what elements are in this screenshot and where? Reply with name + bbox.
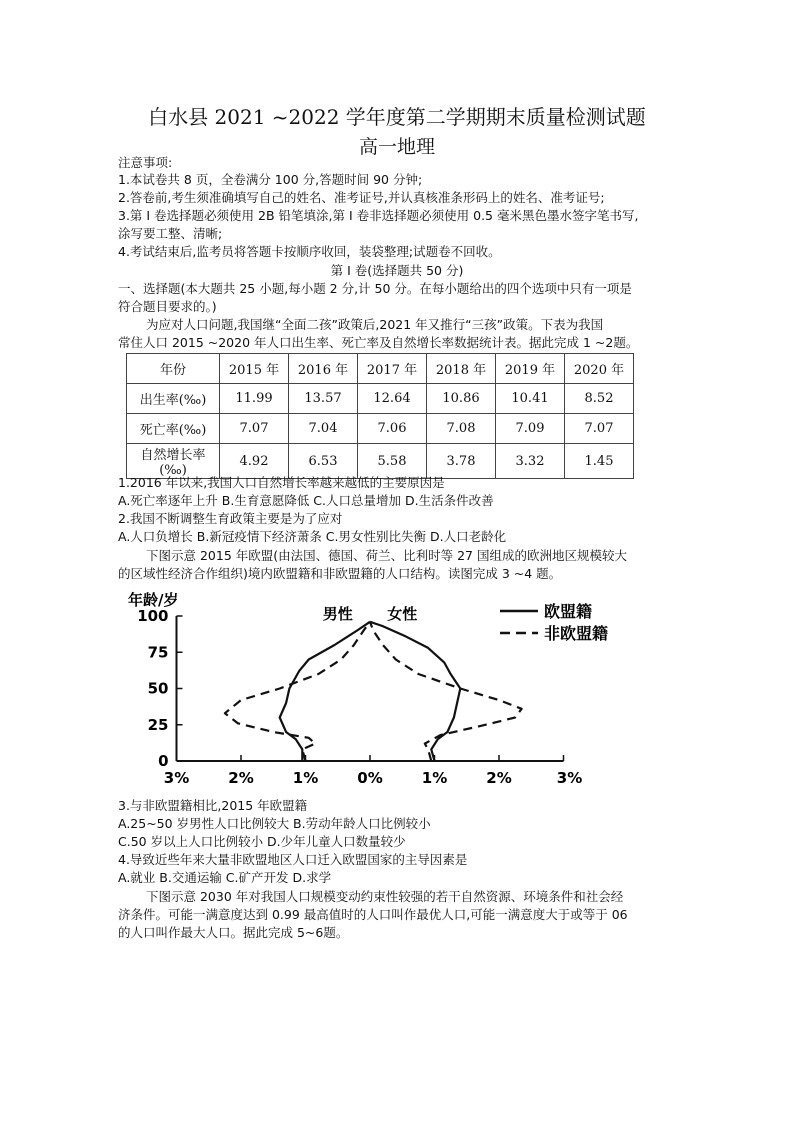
exam-title: 白水县 2021 ~2022 学年度第二学期期末质量检测试题 bbox=[148, 105, 646, 129]
note-line: 涂写要工整、清晰; bbox=[118, 226, 223, 241]
question-options: C.50 岁以上人口比例较小 D.少年儿童人口数量较少 bbox=[118, 834, 406, 849]
rates-table bbox=[126, 353, 634, 479]
x-tick-label: 2% bbox=[486, 769, 512, 787]
table-cell: 12.64 bbox=[358, 384, 427, 414]
table-cell: 11.99 bbox=[220, 384, 289, 414]
y-tick-label: 75 bbox=[147, 643, 169, 662]
legend-label: 非欧盟籍 bbox=[544, 624, 608, 643]
note-line: 3.第 I 卷选择题必须使用 2B 铅笔填涂,第 I 卷非选择题必须使用 0.5 毫米黑色墨水签字笔书写, bbox=[118, 208, 639, 223]
table-cell: 7.09 bbox=[496, 414, 565, 444]
passage-line: 的区域性经济合作组织)境内欧盟籍和非欧盟籍的人口结构。读图完成 3 ~4 题。 bbox=[118, 566, 562, 581]
table-row bbox=[127, 414, 634, 444]
question-stem: 1.2016 年以来,我国人口自然增长率越来越低的主要原因是 bbox=[118, 475, 445, 490]
table-header-cell: 2020 年 bbox=[565, 354, 634, 384]
male-label: 男性 bbox=[322, 605, 353, 623]
table-cell: 8.52 bbox=[565, 384, 634, 414]
table-header-cell: 2015 年 bbox=[220, 354, 289, 384]
table-header-cell: 2017 年 bbox=[358, 354, 427, 384]
table-cell: 7.07 bbox=[220, 414, 289, 444]
table-row bbox=[127, 384, 634, 414]
x-tick-label: 3% bbox=[556, 769, 583, 787]
table-cell: 3.78 bbox=[427, 444, 496, 479]
series-line-female bbox=[370, 622, 522, 761]
question-options: A.就业 B.交通运输 C.矿产开发 D.求学 bbox=[118, 870, 332, 885]
x-tick-label: 2% bbox=[228, 769, 254, 787]
y-tick-label: 0 bbox=[158, 752, 169, 770]
section-title: 第 I 卷(选择题共 50 分) bbox=[330, 263, 464, 278]
table-cell: 5.58 bbox=[358, 444, 427, 479]
population-pyramid-chart bbox=[118, 585, 608, 795]
table-header-cell: 2018 年 bbox=[427, 354, 496, 384]
chart-series bbox=[225, 622, 522, 761]
question-stem: 3.与非欧盟籍相比,2015 年欧盟籍 bbox=[118, 798, 308, 813]
chart-axes bbox=[128, 591, 608, 787]
table-cell: 10.41 bbox=[496, 384, 565, 414]
note-line: 4.考试结束后,监考员将答题卡按顺序收回，装袋整理;试题卷不回收。 bbox=[118, 244, 501, 259]
table-cell: 7.06 bbox=[358, 414, 427, 444]
series-line-female bbox=[370, 622, 460, 761]
question-options: A.死亡率逐年上升 B.生育意愿降低 C.人口总量增加 D.生活条件改善 bbox=[118, 493, 494, 508]
notes-heading: 注意事项: bbox=[118, 155, 173, 170]
table-cell: 10.86 bbox=[427, 384, 496, 414]
question-stem: 4.导致近些年来大量非欧盟地区人口迁入欧盟国家的主导因素是 bbox=[118, 852, 468, 867]
table-cell: 1.45 bbox=[565, 444, 634, 479]
instruction-line: 一、选择题(本大题共 25 小题,每小题 2 分,计 50 分。在每小题给出的四个选项中只有一项是 bbox=[118, 281, 632, 296]
passage-line: 为应对人口问题,我国继“全面二孩”政策后,2021 年又推行“三孩”政策。下表为我国 bbox=[146, 317, 604, 332]
table-cell: 自然增长率(‰) bbox=[127, 444, 220, 479]
question-options: A.25~50 岁男性人口比例较大 B.劳动年龄人口比例较小 bbox=[118, 816, 431, 831]
note-line: 1.本试卷共 8 页，全卷满分 100 分,答题时间 90 分钟; bbox=[118, 172, 423, 187]
y-tick-label: 25 bbox=[147, 715, 169, 734]
table-cell: 死亡率(‰) bbox=[127, 414, 220, 444]
table-cell: 3.32 bbox=[496, 444, 565, 479]
y-tick-label: 100 bbox=[137, 607, 169, 625]
passage-line: 的人口叫作最大人口。据此完成 5~6题。 bbox=[118, 925, 349, 940]
note-line: 2.答卷前,考生须准确填写自己的姓名、准考证号,并认真核准条形码上的姓名、准考证号; bbox=[118, 190, 605, 205]
table-header-cell: 2019 年 bbox=[496, 354, 565, 384]
passage-line: 常住人口 2015 ~2020 年人口出生率、死亡率及自然增长率数据统计表。据此完成 1 ~2题。 bbox=[118, 335, 639, 350]
table-cell: 13.57 bbox=[289, 384, 358, 414]
x-tick-label: 1% bbox=[292, 769, 319, 787]
question-options: A.人口负增长 B.新冠疫情下经济萧条 C.男女性别比失衡 D.人口老龄化 bbox=[118, 529, 507, 544]
x-tick-label: 0% bbox=[357, 769, 383, 787]
table-header-cell: 年份 bbox=[127, 354, 220, 384]
question-stem: 2.我国不断调整生育政策主要是为了应对 bbox=[118, 511, 343, 526]
table-cell: 7.07 bbox=[565, 414, 634, 444]
table-cell: 7.08 bbox=[427, 414, 496, 444]
table-header-cell: 2016 年 bbox=[289, 354, 358, 384]
instruction-line: 符合题目要求的。) bbox=[118, 299, 217, 314]
x-tick-label: 1% bbox=[421, 769, 448, 787]
x-tick-label: 3% bbox=[163, 769, 190, 787]
table-cell: 7.04 bbox=[289, 414, 358, 444]
y-axis-label: 年龄/岁 bbox=[128, 591, 179, 609]
female-label: 女性 bbox=[387, 605, 418, 623]
table-header-row bbox=[127, 354, 634, 384]
y-tick-label: 50 bbox=[147, 679, 169, 698]
table-cell: 6.53 bbox=[289, 444, 358, 479]
passage-line: 下图示意 2030 年对我国人口规模变动约束性较强的若干自然资源、环境条件和社会经 bbox=[146, 889, 624, 904]
table-cell: 出生率(‰) bbox=[127, 384, 220, 414]
passage-line: 济条件。可能一满意度达到 0.99 最高值时的人口叫作最优人口,可能一满意度大于或等于 06 bbox=[118, 907, 628, 922]
table-cell: 4.92 bbox=[220, 444, 289, 479]
legend-label: 欧盟籍 bbox=[544, 602, 593, 621]
passage-line: 下图示意 2015 年欧盟(由法国、德国、荷兰、比利时等 27 国组成的欧洲地区规模较大 bbox=[146, 548, 627, 563]
exam-subtitle: 高一地理 bbox=[358, 136, 435, 158]
